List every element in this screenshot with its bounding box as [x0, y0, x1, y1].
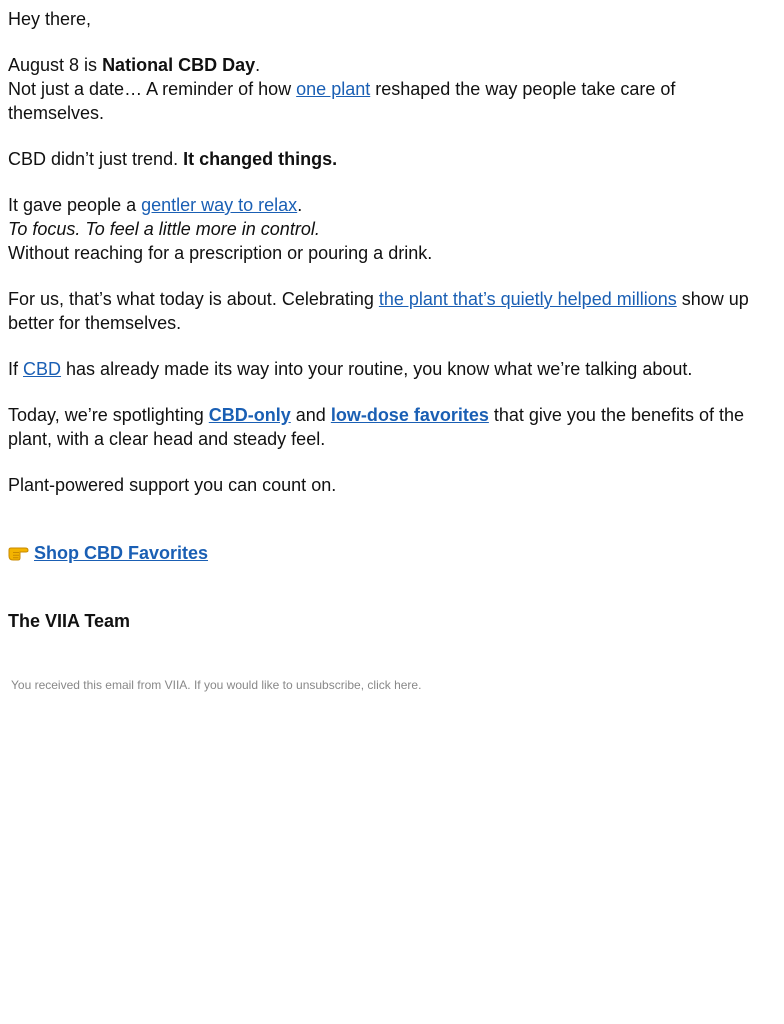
spotlight-paragraph [8, 403, 770, 451]
gentler-way-link[interactable]: gentler way to relax [141, 195, 298, 215]
prescription-line: Without reaching for a prescription or pouring a drink. [8, 243, 433, 263]
today-prefix: For us, that’s what today is about. Celebrating [8, 289, 379, 309]
signature: The VIIA Team [8, 611, 131, 631]
trend-paragraph [8, 147, 770, 171]
reminder-paragraph [8, 77, 770, 125]
greeting: Hey there, [8, 9, 92, 29]
relax-prefix: It gave people a [8, 195, 142, 215]
relax-paragraph [8, 193, 770, 217]
one-plant-link[interactable]: one plant [296, 79, 371, 99]
routine-suffix: has already made its way into your routine, you know what we’re talking about. [61, 359, 693, 379]
focus-line: To focus. To feel a little more in control. [8, 219, 320, 239]
low-dose-favorites-link[interactable]: low-dose favorites [330, 405, 489, 425]
spotlight-mid: and [290, 405, 331, 425]
pointing-hand-icon [8, 542, 32, 562]
intro-suffix: . [255, 55, 261, 75]
routine-paragraph [8, 357, 770, 381]
intro-prefix: August 8 is [8, 55, 103, 75]
today-suffix: show up better for themselves. [8, 289, 749, 333]
plant-helped-millions-link[interactable]: the plant that’s quietly helped millions [378, 289, 677, 309]
spotlight-suffix: that give you the benefits of the plant, with a clear head and steady feel. [8, 405, 745, 449]
cbd-only-link[interactable]: CBD-only [208, 405, 291, 425]
today-paragraph [8, 287, 770, 335]
spotlight-prefix: Today, we’re spotlighting [8, 405, 209, 425]
relax-suffix: . [297, 195, 303, 215]
reminder-prefix: Not just a date… A reminder of how [8, 79, 297, 99]
intro-paragraph [8, 53, 770, 77]
unsubscribe-footer[interactable]: You received this email from VIIA. If you would like to unsubscribe, click here. [11, 678, 422, 692]
cta-line [8, 541, 770, 565]
shop-cbd-favorites-link[interactable]: Shop CBD Favorites [34, 543, 209, 563]
support-line: Plant-powered support you can count on. [8, 475, 337, 495]
national-cbd-day: National CBD Day [102, 55, 256, 75]
reminder-suffix: reshaped the way people take care of themselves. [8, 79, 676, 123]
trend-prefix: CBD didn’t just trend. [8, 149, 184, 169]
routine-prefix: If [8, 359, 24, 379]
trend-bold: It changed things. [183, 149, 338, 169]
cbd-link[interactable]: CBD [23, 359, 62, 379]
